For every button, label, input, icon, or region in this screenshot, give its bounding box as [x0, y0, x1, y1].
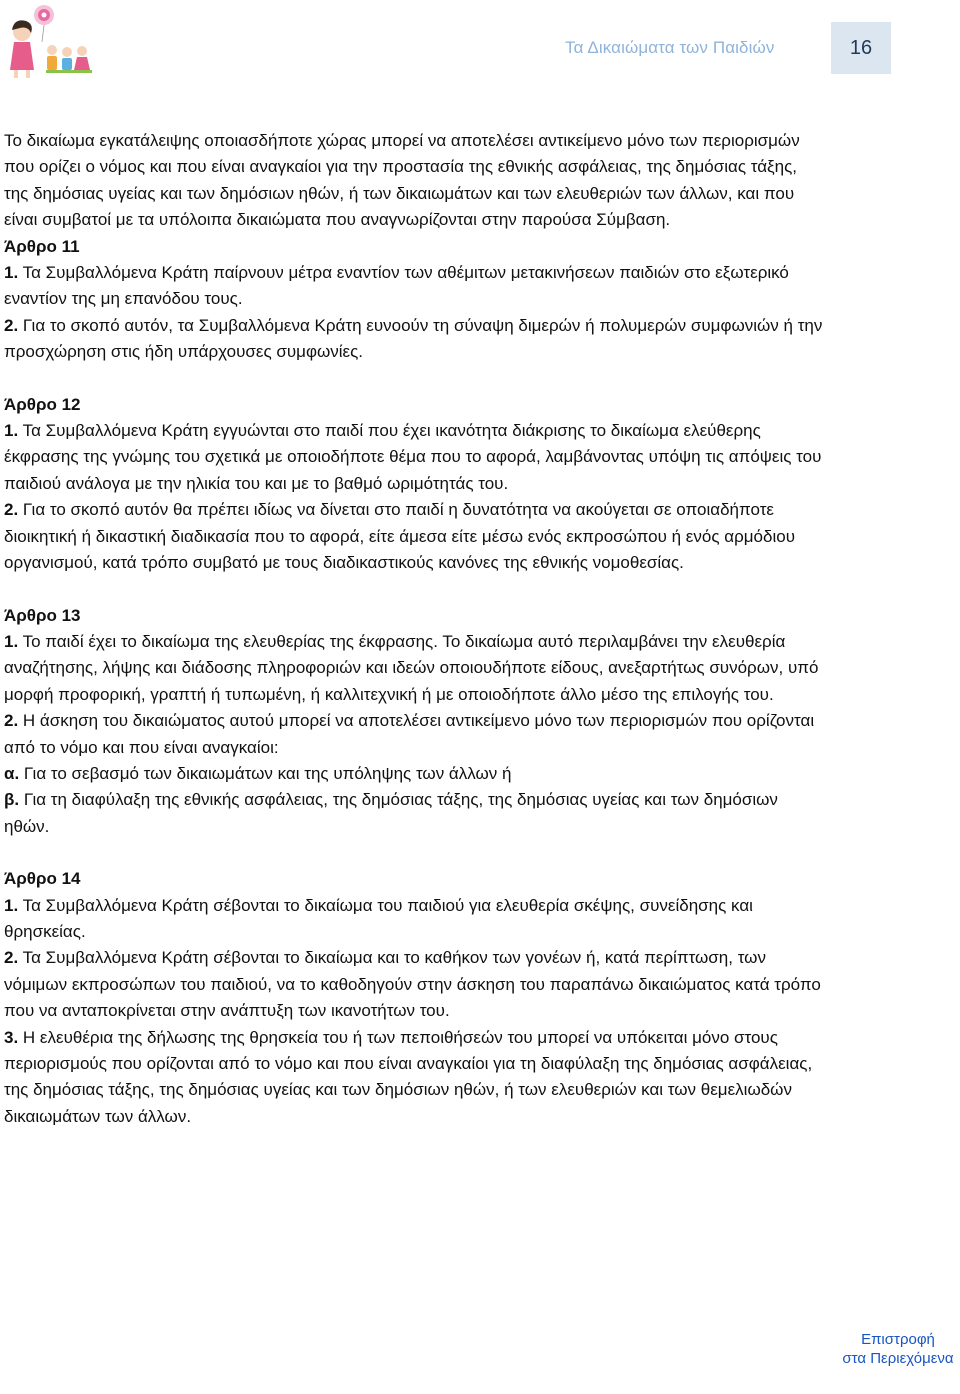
item-text: Για το σκοπό αυτόν θα πρέπει ιδίως να δίνεται στο παιδί η δυνατότητα να ακούγεται σε οποιαδήποτε διοικητική ή δικαστική διαδικασία που το αφορά, είτε άμεσα είτε μέσω ενός εκπροσώπου ή ενός αρμόδιου οργανισμού, κατά τρόπο συμβατό με τους διαδικαστικούς κανόνες της εθνικής νομοθεσίας. — [4, 500, 795, 573]
item-number: 1. — [4, 631, 19, 651]
article-title: Άρθρο 12 — [4, 394, 81, 414]
article-item — [4, 787, 824, 840]
item-number: 3. — [4, 1027, 19, 1047]
article-item — [4, 708, 824, 761]
article-title: Άρθρο 11 — [4, 236, 80, 256]
article-14 — [4, 866, 824, 1130]
article-item — [4, 1025, 824, 1131]
article-item — [4, 497, 824, 576]
item-text: Για το σκοπό αυτόν, τα Συμβαλλόμενα Κράτη ευνοούν τη σύναψη διμερών ή πολυμερών συμφωνιών ή την προσχώρηση στις ήδη υπάρχουσες συμφωνίες. — [4, 315, 823, 362]
back-link-line-2[interactable]: στα Περιεχόμενα — [842, 1350, 954, 1367]
item-text: Για το σεβασμό των δικαιωμάτων και της υπόληψης των άλλων ή — [19, 763, 512, 783]
item-number: 2. — [4, 711, 19, 731]
document-body — [4, 128, 824, 1130]
item-number: 2. — [4, 948, 19, 968]
intro-paragraph: Το δικαίωμα εγκατάλειψης οποιασδήποτε χώρας μπορεί να αποτελέσει αντικείμενο μόνο των περιορισμών που ορίζει ο νόμος και που είναι αναγκαίοι για την προστασία της εθνικής ασφάλειας, της δημόσιας τάξης, της δημόσιας υγείας και των δημόσιων ηθών, ή των δικαιωμάτων και των ελευθεριών των άλλων, και που είναι συμβατοί με τα υπόλοιπα δικαιώματα που αναγνωρίζονται στην παρούσα Σύμβαση. — [4, 131, 800, 230]
item-number: 1. — [4, 263, 19, 283]
back-link-line-1[interactable]: Επιστροφή — [861, 1331, 935, 1348]
item-number: 2. — [4, 500, 19, 520]
page-number: 16 — [831, 22, 891, 74]
item-number: β. — [4, 790, 20, 810]
article-body — [4, 260, 824, 366]
article-item — [4, 418, 824, 497]
item-number: 1. — [4, 895, 19, 915]
article-item — [4, 260, 824, 313]
item-text: Για τη διαφύλαξη της εθνικής ασφάλειας, της δημόσιας τάξης, της δημόσιας υγείας και των δημόσιων ηθών. — [4, 790, 778, 836]
header-title: Τα Δικαιώματα των Παιδιών — [565, 38, 775, 57]
article-body — [4, 893, 824, 1131]
item-text: Η άσκηση του δικαιώματος αυτού μπορεί να αποτελέσει αντικείμενο μόνο των περιορισμών που ορίζονται από το νόμο και που είναι αναγκαίοι: — [4, 711, 815, 757]
item-number: α. — [4, 763, 20, 783]
item-text: Τα Συμβαλλόμενα Κράτη σέβονται το δικαίωμα και το καθήκον των γονέων ή, κατά περίπτωση, των νόμιμων εκπροσώπων του παιδιού, να το καθοδηγούν στην άσκηση του παραπάνω δικαιώματος κατά τρόπο που να ανταποκρίνεται στην ανάπτυξη των ικανοτήτων του. — [4, 948, 821, 1021]
article-12 — [4, 392, 824, 577]
item-text: Τα Συμβαλλόμενα Κράτη εγγυώνται στο παιδί που έχει ικανότητα διάκρισης το δικαίωμα ελεύθερης έκφρασης της γνώμης του σχετικά με οποιοδήποτε θέμα που το αφορά, λαμβάνοντας υπόψη τις απόψεις του παιδιού ανάλογα με την ηλικία του και με το βαθμό ωριμότητάς του. — [4, 421, 822, 493]
article-item — [4, 761, 824, 787]
article-body — [4, 629, 824, 840]
article-item — [4, 945, 824, 1024]
article-title: Άρθρο 13 — [4, 605, 81, 625]
item-text: Το παιδί έχει το δικαίωμα της ελευθερίας της έκφρασης. Το δικαίωμα αυτό περιλαμβάνει την ελευθερία αναζήτησης, λήψης και διάδοσης πληροφοριών και ιδεών οποιουδήποτε είδους, ανεξαρτήτως συνόρων, υπό μορφή προφορική, γραπτή ή τυπωμένη, ή καλλιτεχνική ή με οποιοδήποτε άλλο μέσο της επιλογής του. — [4, 631, 819, 704]
article-11 — [4, 234, 824, 366]
item-number: 2. — [4, 315, 19, 335]
children-logo-icon — [2, 2, 102, 82]
item-number: 1. — [4, 421, 19, 441]
article-body — [4, 418, 824, 576]
item-text: Τα Συμβαλλόμενα Κράτη παίρνουν μέτρα εναντίον των αθέμιτων μετακινήσεων παιδιών στο εξωτερικό εναντίον της μη επανόδου τους. — [4, 263, 789, 309]
article-item — [4, 893, 824, 946]
article-13 — [4, 603, 824, 841]
page-header — [0, 0, 960, 100]
item-text: Τα Συμβαλλόμενα Κράτη σέβονται το δικαίωμα του παιδιού για ελευθερία σκέψης, συνείδησης και θρησκείας. — [4, 895, 753, 941]
article-title: Άρθρο 14 — [4, 869, 81, 889]
back-to-contents-link[interactable] — [836, 1330, 960, 1368]
item-text: Η ελευθέρια της δήλωσης της θρησκεία του ή των πεποιθήσεών του μπορεί να υπόκειται μόνο στους περιορισμούς που ορίζονται από το νόμο και που είναι αναγκαίοι για τη διαφύλαξη της δημόσιας ασφάλειας, της δημόσιας τάξης, της δημόσιας υγείας και των δημόσιων ηθών, ή των ελευθεριών και των θεμελιωδών δικαιωμάτων των άλλων. — [4, 1027, 813, 1126]
article-item — [4, 629, 824, 708]
article-item — [4, 313, 824, 366]
